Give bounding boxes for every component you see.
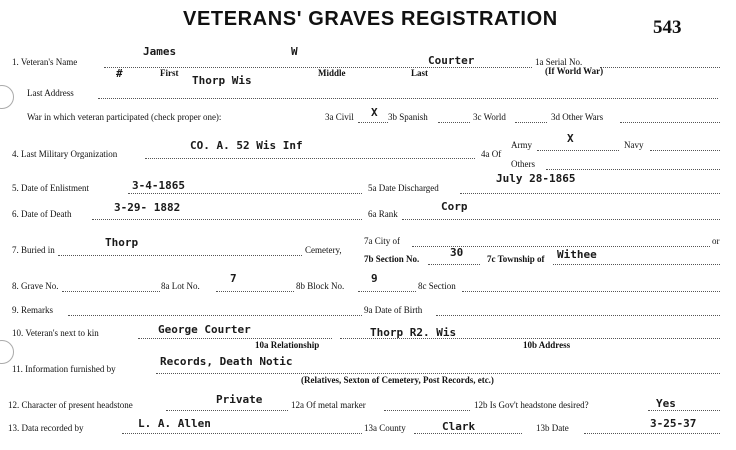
value-township: Withee: [557, 248, 597, 261]
label-war-world: 3c World: [473, 112, 506, 122]
value-county: Clark: [442, 420, 476, 433]
value-last-address: Thorp Wis: [192, 74, 252, 87]
label-first: First: [160, 68, 179, 78]
line-date: [584, 433, 720, 434]
value-lot-no: 7: [230, 272, 237, 285]
label-serial-no: 1a Serial No.: [535, 57, 583, 67]
value-last-name: Courter: [428, 54, 475, 67]
value-date-recorded: 3-25-37: [650, 417, 697, 430]
label-others: Others: [511, 159, 535, 169]
line-section-no: [428, 264, 480, 265]
line-others: [546, 169, 720, 170]
label-war-civil: 3a Civil: [325, 112, 354, 122]
line-block-no: [358, 291, 416, 292]
value-middle-name: W: [291, 45, 298, 58]
label-info-furnished: 11. Information furnished by: [12, 364, 116, 374]
label-metal-marker: 12a Of metal marker: [291, 400, 366, 410]
form-title: VETERANS' GRAVES REGISTRATION: [183, 8, 558, 30]
label-or: or: [712, 236, 720, 246]
line-address: [98, 98, 718, 99]
value-army-check: X: [567, 132, 574, 145]
label-if-world-war: (If World War): [545, 66, 604, 76]
label-headstone: 12. Character of present headstone: [8, 400, 133, 410]
line-discharged: [460, 193, 720, 194]
label-date-birth: 9a Date of Birth: [364, 305, 423, 315]
label-remarks: 9. Remarks: [12, 305, 53, 315]
value-recorded-by: L. A. Allen: [138, 417, 211, 430]
line-military-org: [145, 158, 475, 159]
line-lot-no: [216, 291, 294, 292]
label-info-sources: (Relatives, Sexton of Cemetery, Post Records, etc.): [301, 375, 494, 385]
value-block-no: 9: [371, 272, 378, 285]
label-date-discharged: 5a Date Discharged: [368, 183, 439, 193]
label-township-of: 7c Township of: [487, 254, 545, 264]
label-recorded-by: 13. Data recorded by: [8, 423, 84, 433]
value-kin-address: Thorp R2. Wis: [370, 326, 457, 339]
line-headstone: [166, 410, 288, 411]
label-grave-no: 8. Grave No.: [12, 281, 59, 291]
value-first-mark: #: [116, 67, 123, 80]
line-other-wars: [620, 122, 720, 123]
value-death: 3-29- 1882: [114, 201, 181, 214]
line-date-birth: [436, 315, 720, 316]
line-township: [553, 264, 720, 265]
line-metal-marker: [384, 410, 470, 411]
line-navy: [650, 150, 720, 151]
label-rank: 6a Rank: [368, 209, 398, 219]
label-war: War in which veteran participated (check proper one):: [27, 112, 222, 122]
value-section-no: 30: [450, 246, 464, 259]
line-spanish: [438, 122, 470, 123]
label-last-military-org: 4. Last Military Organization: [12, 149, 118, 159]
value-headstone: Private: [216, 393, 263, 406]
line-buried-in: [58, 255, 302, 256]
label-last-address: Last Address: [27, 88, 74, 98]
line-recorded-by: [122, 433, 362, 434]
value-next-of-kin: George Courter: [158, 323, 251, 336]
label-govt-headstone: 12b Is Gov't headstone desired?: [474, 400, 589, 410]
line-remarks: [68, 315, 362, 316]
line-next-of-kin: [138, 338, 332, 339]
label-date: 13b Date: [536, 423, 569, 433]
line-serial: [600, 67, 720, 68]
line-county: [414, 433, 522, 434]
label-address: 10b Address: [523, 340, 571, 350]
value-military-org: CO. A. 52 Wis Inf: [190, 139, 303, 152]
label-veterans-name: 1. Veteran's Name: [12, 57, 78, 67]
line-world: [515, 122, 547, 123]
value-discharged: July 28-1865: [496, 172, 576, 185]
value-info-by: Records, Death Notic: [160, 355, 293, 368]
line-section: [462, 291, 720, 292]
punch-hole-top: [0, 85, 14, 109]
label-cemetery: Cemetery,: [305, 245, 342, 255]
line-civil: [358, 122, 388, 123]
line-enlistment: [128, 193, 362, 194]
line-death: [92, 219, 362, 220]
value-enlistment: 3-4-1865: [132, 179, 185, 192]
label-city-of: 7a City of: [364, 236, 400, 246]
line-army: [537, 150, 619, 151]
line-info-furnished: [156, 373, 720, 374]
label-lot-no: 8a Lot No.: [161, 281, 200, 291]
label-buried-in: 7. Buried in: [12, 245, 55, 255]
label-section-no: 7b Section No.: [364, 254, 420, 264]
value-civil-check: X: [371, 106, 378, 119]
label-next-of-kin: 10. Veteran's next to kin: [12, 328, 99, 338]
label-army: Army: [511, 140, 532, 150]
label-war-spanish: 3b Spanish: [388, 112, 428, 122]
label-block-no: 8b Block No.: [296, 281, 345, 291]
label-relationship: 10a Relationship: [255, 340, 320, 350]
value-rank: Corp: [441, 200, 468, 213]
label-date-death: 6. Date of Death: [12, 209, 72, 219]
value-govt-headstone: Yes: [656, 397, 676, 410]
label-middle: Middle: [318, 68, 346, 78]
value-buried-in: Thorp: [105, 236, 139, 249]
line-govt-headstone: [648, 410, 720, 411]
line-grave-no: [62, 291, 160, 292]
label-last: Last: [411, 68, 429, 78]
label-of: 4a Of: [481, 149, 502, 159]
punch-hole-bottom: [0, 340, 14, 364]
form-number: 543: [653, 17, 682, 38]
line-rank: [402, 219, 720, 220]
label-war-other: 3d Other Wars: [551, 112, 604, 122]
value-first-name: James: [143, 45, 177, 58]
label-date-enlistment: 5. Date of Enlistment: [12, 183, 89, 193]
label-county: 13a County: [364, 423, 406, 433]
label-section: 8c Section: [418, 281, 456, 291]
line-kin-address: [340, 338, 720, 339]
label-navy: Navy: [624, 140, 644, 150]
